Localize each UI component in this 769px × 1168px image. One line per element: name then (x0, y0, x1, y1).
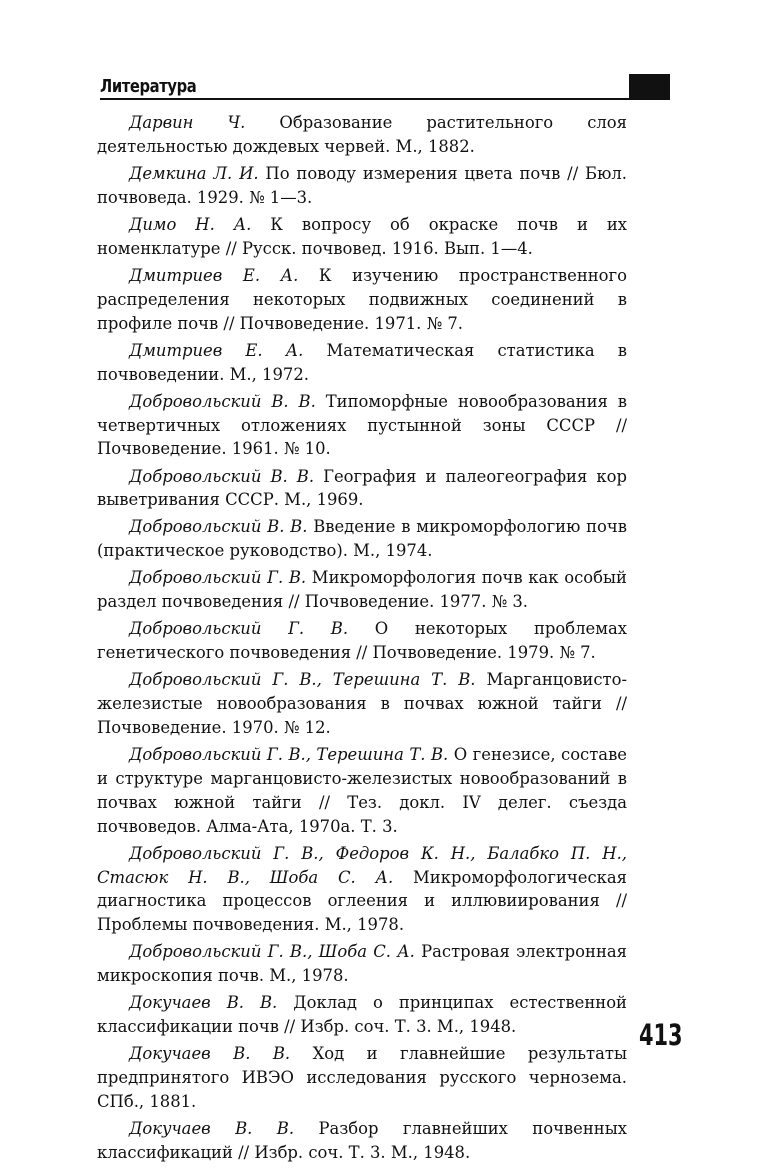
bibliography-entry (97, 111, 627, 159)
bibliography-entry (97, 617, 627, 665)
entry-text: Микроморфология почв как особый раздел почвоведения // Почвоведение. 1977. № 3. (97, 568, 627, 612)
entry-author: Добровольский Г. В. (129, 568, 307, 588)
entry-text: К изучению пространственного распределения некоторых подвижных соединений в профиле почв // Почвоведение. 1971. № 7. (97, 265, 627, 333)
entry-text: География и палеогеография кор выветривания СССР. М., 1969. (97, 466, 627, 510)
entry-text: Растровая электронная микроскопия почв. М., 1978. (97, 942, 628, 986)
entry-author: Дарвин Ч. (129, 113, 246, 132)
entry-author: Докучаев В. В. (129, 1044, 291, 1064)
header-tab-marker (629, 74, 670, 100)
entry-text: К вопросу об окраске почв и их номенклатуре // Русск. почвовед. 1916. Вып. 1—4. (97, 214, 627, 258)
bibliography-list (97, 111, 627, 1168)
entry-text: Доклад о принципах естественной классификации почв // Избр. соч. Т. 3. М., 1948. (97, 993, 627, 1037)
running-header (100, 74, 670, 100)
entry-author: Добровольский Г. В., Шоба С. А. (129, 942, 415, 962)
bibliography-entry (97, 264, 627, 335)
entry-author: Докучаев В. В. (129, 993, 278, 1013)
entry-text: О генезисе, составе и структуре марганцовисто-железистых новообразований в почвах южной тайги // Тез. докл. IV делег. съезда почвоведов. Алма-Ата, 1970а. Т. 3. (97, 745, 628, 836)
entry-author: Добровольский Г. В., Терешина Т. В. (129, 745, 449, 765)
entry-author: Добровольский Г. В. (129, 619, 349, 639)
bibliography-entry (97, 1042, 627, 1113)
entry-author: Добровольский В. В. (129, 517, 308, 537)
bibliography-entry (97, 162, 627, 210)
bibliography-entry (97, 390, 627, 461)
entry-author: Добровольский Г. В., Терешина Т. В. (129, 670, 476, 690)
entry-text: Типоморфные новообразования в четвертичных отложениях пустынной зоны СССР // Почвоведение. 1961. № 10. (97, 391, 627, 459)
bibliography-entry (97, 743, 627, 838)
entry-author: Дмитриев Е. А. (129, 340, 304, 360)
bibliography-entry (97, 1117, 627, 1165)
entry-author: Димо Н. А. (129, 214, 252, 234)
bibliography-entry (97, 566, 627, 614)
entry-author: Добровольский В. В. (129, 391, 316, 411)
entry-text: Микроморфологическая диагностика процессов оглеения и иллювиирования // Проблемы почвоведения. М., 1978. (97, 867, 627, 935)
entry-text: Математическая статистика в почвоведении. М., 1972. (97, 340, 627, 384)
entry-text: Марганцовисто-железистые новообразования в почвах южной тайги // Почвоведение. 1970. № 12. (97, 670, 628, 738)
bibliography-entry (97, 668, 627, 739)
bibliography-entry (97, 213, 627, 261)
bibliography-entry (97, 465, 627, 513)
bibliography-entry (97, 515, 627, 563)
running-head-title: Литература (100, 76, 197, 97)
bibliography-entry (97, 339, 627, 387)
page-number: 413 (639, 1018, 683, 1052)
bibliography-entry (97, 991, 627, 1039)
entry-text: О некоторых проблемах генетического почвоведения // Почвоведение. 1979. № 7. (97, 619, 627, 663)
entry-text: По поводу измерения цвета почв // Бюл. почвоведа. 1929. № 1—3. (97, 163, 627, 207)
entry-text: Разбор главнейших почвенных классификаций // Избр. соч. Т. 3. М., 1948. (97, 1119, 627, 1162)
bibliography-entry (97, 842, 627, 937)
entry-author: Добровольский В. В. (129, 466, 315, 486)
entry-author: Демкина Л. И. (129, 163, 259, 183)
entry-author: Докучаев В. В. (129, 1119, 295, 1139)
entry-text: Образование растительного слоя деятельностью дождевых червей. М., 1882. (97, 113, 627, 156)
entry-author: Добровольский Г. В., Федоров К. Н., Балабко П. Н., Стасюк Н. В., Шоба С. А. (97, 843, 627, 887)
entry-author: Дмитриев Е. А. (129, 265, 299, 285)
entry-text: Введение в микроморфологию почв (практическое руководство). М., 1974. (97, 517, 627, 561)
header-rule (100, 98, 670, 100)
bibliography-entry (97, 940, 627, 988)
entry-text: Ход и главнейшие результаты предпринятого ИВЭО исследования русского чернозема. СПб., 1881. (97, 1044, 627, 1111)
